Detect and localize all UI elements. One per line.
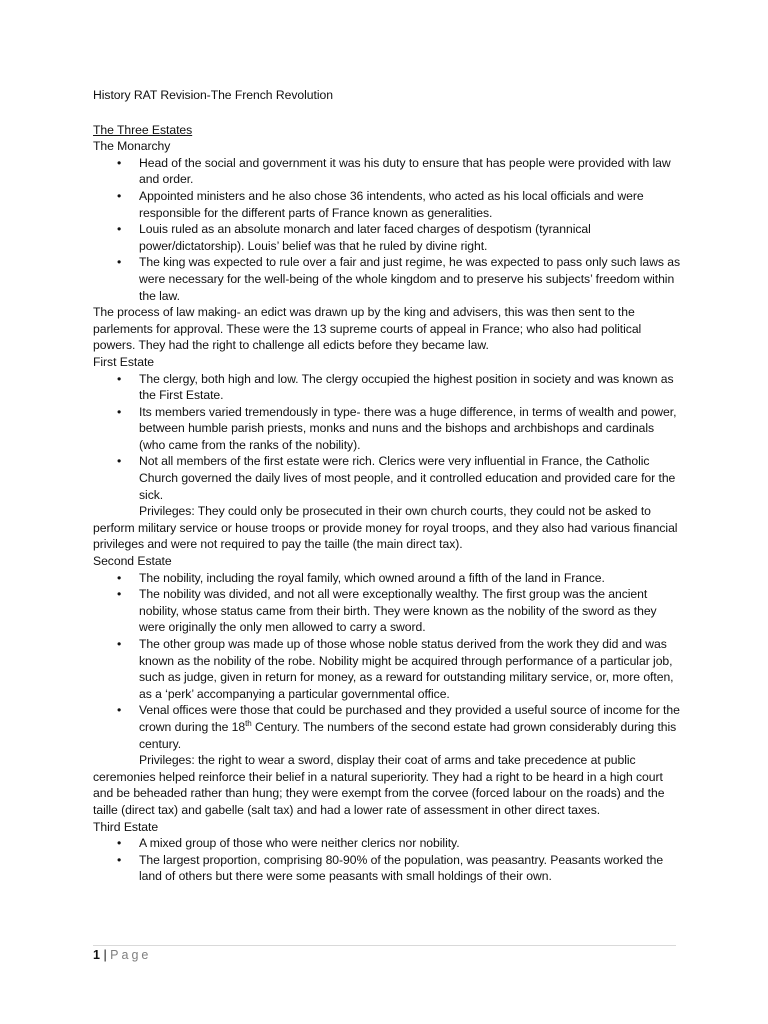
first-estate-bullet-list: [93, 371, 683, 504]
second-estate-bullet-list: [93, 570, 683, 753]
list-item: • The clergy, both high and low. The clergy occupied the highest position in society and was known as the First Estate.: [93, 371, 683, 404]
venal-text-start: Venal offices were those that could be purchased and they provided a useful source of income for the crown during the 18: [139, 703, 680, 734]
list-item: • The other group was made up of those whose noble status derived from the work they did and was known as the nobility of the robe. Nobility might be acquired through performance of a particular job, such as judge, given in return for money, as a reward for outstanding military service, or, more often, as a ‘perk’ accompanying a particular governmental office.: [93, 636, 683, 702]
list-item: • Appointed ministers and he also chose 36 intendents, who acted as his local officials and were responsible for the different parts of France known as generalities.: [93, 188, 683, 221]
list-item: • Not all members of the first estate were rich. Clerics were very influential in France, the Catholic Church governed the daily lives of most people, and it controlled education and provided care for the sick.: [93, 453, 683, 503]
ordinal-superscript: th: [245, 718, 252, 728]
monarchy-bullet-list: [93, 155, 683, 304]
footer-separator: |: [103, 948, 107, 962]
list-item: • The king was expected to rule over a fair and just regime, he was expected to pass only such laws as were necessary for the well-being of the whole kingdom and to preserve his subjects’ freedom within the law.: [93, 254, 683, 304]
list-item-venal-offices: [93, 702, 683, 752]
document-title: History RAT Revision-The French Revolution: [93, 88, 333, 102]
third-estate-bullet-list: [93, 835, 683, 885]
second-estate-heading: Second Estate: [93, 554, 172, 569]
second-estate-privileges: Privileges: the right to wear a sword, display their coat of arms and take precedence at public ceremonies helped reinforce their belief in a natural superiority. They had a right to be heard in a high court and be beheaded rather than hung; they were exempt from the corvee (forced labour on the roads) and the taille (direct tax) and gabelle (salt tax) and had a lower rate of assessment in other direct taxes.: [93, 753, 665, 817]
venal-text-end: Century. The numbers of the second estate had grown considerably during this century.: [139, 719, 677, 751]
law-making-paragraph: The process of law making- an edict was drawn up by the king and advisers, this was then sent to the parlements for approval. These were the 13 supreme courts of appeal in France; who also had political powers. They had the right to challenge all edicts before they became law.: [93, 305, 642, 353]
document-body: [93, 87, 683, 885]
page-footer: [93, 948, 151, 962]
first-estate-heading: First Estate: [93, 354, 155, 369]
page-label: Page: [110, 948, 152, 962]
list-item: • Head of the social and government it was his duty to ensure that has people were provided with law and order.: [93, 155, 683, 188]
footer-divider: [93, 945, 676, 946]
list-item: • Louis ruled as an absolute monarch and later faced charges of despotism (tyrannical power/dictatorship). Louis’ belief was that he ruled by divine right.: [93, 221, 683, 254]
first-estate-privileges: Privileges: They could only be prosecuted in their own church courts, they could not be asked to perform military service or house troops or provide money for royal troops, and they also had various financial privileges and were not required to pay the taille (the main direct tax).: [93, 504, 678, 552]
page-number: 1: [93, 948, 100, 962]
list-item: • The largest proportion, comprising 80-90% of the population, was peasantry. Peasants worked the land of others but there were some peasants with small holdings of their own.: [93, 852, 683, 885]
third-estate-heading: Third Estate: [93, 819, 159, 834]
section-title: The Three Estates: [93, 122, 193, 137]
list-item: • A mixed group of those who were neither clerics nor nobility.: [93, 835, 683, 852]
list-item: • Its members varied tremendously in type- there was a huge difference, in terms of wealth and power, between humble parish priests, monks and nuns and the bishops and archbishops and cardinals (who came from the ranks of the nobility).: [93, 404, 683, 454]
list-item: • The nobility, including the royal family, which owned around a fifth of the land in France.: [93, 570, 683, 587]
list-item: • The nobility was divided, and not all were exceptionally wealthy. The first group was the ancient nobility, whose status came from their birth. They were known as the nobility of the sword as they were originally the only men allowed to carry a sword.: [93, 586, 683, 636]
monarchy-heading: The Monarchy: [93, 139, 171, 154]
